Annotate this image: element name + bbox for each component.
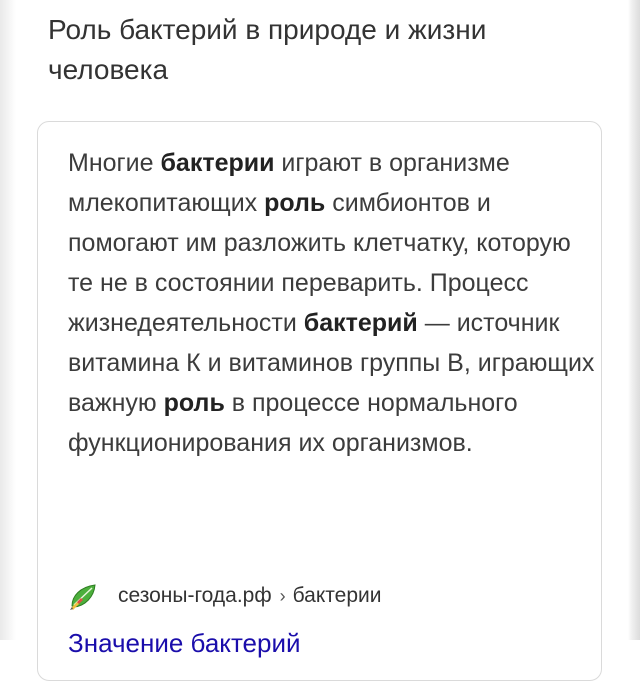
snippet-segment: играют в организме млекопитающих <box>68 149 510 217</box>
answer-snippet-text <box>68 143 598 463</box>
breadcrumb-separator: › <box>279 585 286 606</box>
snippet-segment: — источник витамина К и витаминов группы В, играющих важную <box>68 309 595 417</box>
source-path[interactable]: бактерии <box>292 584 382 607</box>
snippet-segment: симбионтов и помогают им разложить клетчатку, которую те не в состоянии переварить. Процесс жизнедеятельности <box>68 189 571 337</box>
snippet-segment: Многие <box>68 149 161 177</box>
source-site[interactable]: сезоны-года.рф <box>118 584 272 607</box>
snippet-segment: в процессе нормального функционирования их организмов. <box>68 389 518 457</box>
result-link-title[interactable]: Значение бактерий <box>68 628 301 658</box>
snippet-keyword: роль <box>163 389 225 417</box>
result-link[interactable] <box>68 622 548 658</box>
leaf-pencil-icon <box>68 581 98 611</box>
scroll-edge <box>628 0 640 640</box>
left-edge-shadow <box>0 0 16 640</box>
snippet-keyword: бактерии <box>160 149 275 177</box>
snippet-keyword: бактерий <box>303 309 418 337</box>
snippet-keyword: роль <box>264 189 326 217</box>
question-title: Роль бактерий в природе и жизни человека <box>48 14 487 85</box>
source-attribution[interactable] <box>68 578 381 614</box>
